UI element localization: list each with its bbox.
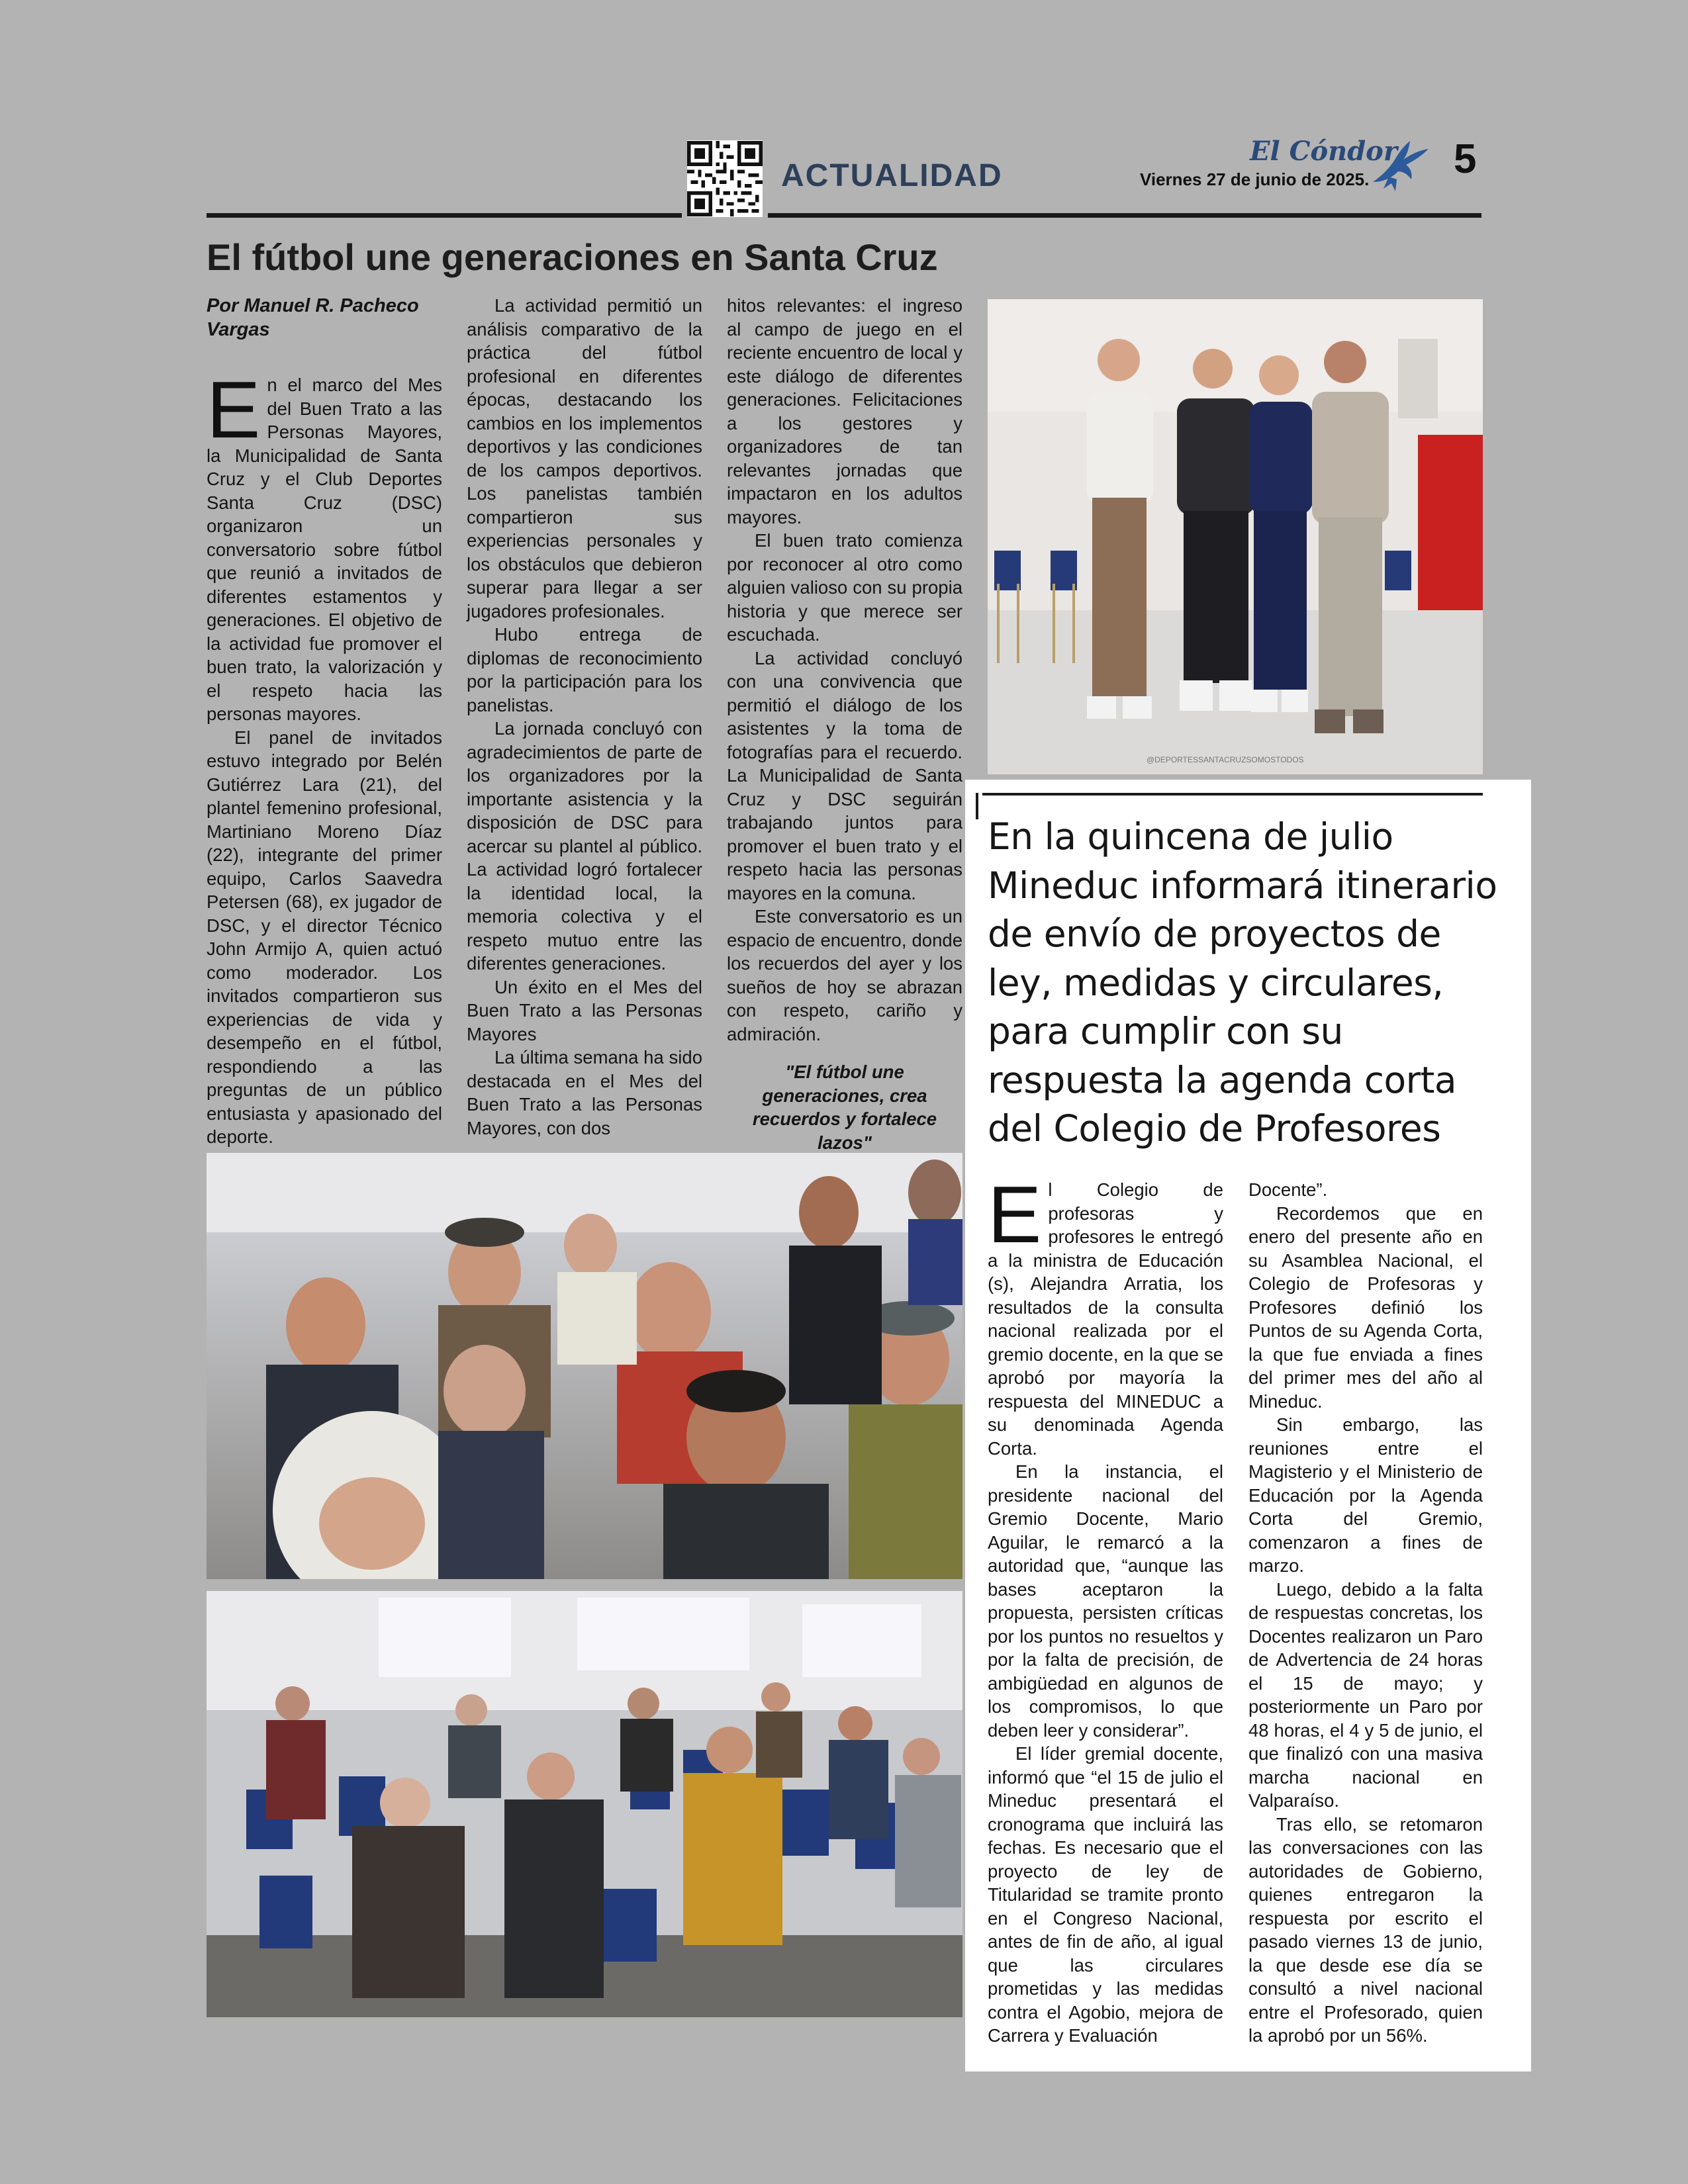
paragraph: Docente”. <box>1248 1179 1328 1200</box>
paragraph: Este conversatorio es un espacio de encuentro, donde los recuerdos del ayer y los sueños de hoy se abrazan con respeto, cariño y admiración. <box>727 906 962 1044</box>
paragraph: En la instancia, el presidente nacional del Gremio Docente, Mario Aguilar, le remarcó a la autoridad que, “aunque las bases aceptaron la propuesta, persisten críticas por los puntos no resueltos y por la falta de precisión, de ambigüedad en algunos de los compromisos, lo que deben leer y considerar”. <box>988 1461 1223 1741</box>
paragraph: Hubo entrega de diplomas de reconocimiento por la participación para los panelistas. <box>467 624 702 715</box>
qr-code-icon[interactable] <box>687 140 763 217</box>
paragraph: La actividad permitió un análisis comparativo de la práctica del fútbol profesional en diferentes épocas, destacando los cambios en los implementos deportivos y las condiciones de los campos deportivos. Los panelistas también compartieron sus experiencias personales y los obstáculos que debieron superar para llegar a ser jugadores profesionales. <box>467 295 702 621</box>
pull-quote: "El fútbol une generaciones, crea recuerdos y fortalece lazos" <box>752 1062 937 1153</box>
paragraph: Sin embargo, las reuniones entre el Magisterio y el Ministerio de Educación por la Agenda Corta del Gremio, comenzaron a fines de marzo. <box>1248 1414 1483 1576</box>
photo-credit: @DEPORTESSANTACRUZSOMOSTODOS <box>1147 755 1304 764</box>
masthead-logo: El Cóndor <box>1250 136 1397 167</box>
page-number: 5 <box>1454 136 1477 182</box>
article-headline: El fútbol une generaciones en Santa Cruz <box>207 236 938 278</box>
paragraph: El líder gremial docente, informó que “el 15 de julio el Mineduc presentará el cronograma que incluirá las fechas. Es necesario que el proyecto de ley de Titularidad se tramite pronto en el Congreso Nacional, antes de fin de año, al igual que las circulares prometidas y las medidas contra el Agobio, mejora de Carrera y Evaluación <box>988 1743 1223 2046</box>
paragraph: n el marco del Mes del Buen Trato a las Personas Mayores, la Municipalidad de Santa Cruz y el Club Deportes Santa Cruz (DSC) organizaron un conversatorio sobre fútbol que reunió a invitados de diferentes estamentos y generaciones. El objetivo de la actividad fue promover el buen trato, la valorización y el respeto hacia las personas mayores. <box>207 375 442 724</box>
header-rule-left <box>207 213 682 218</box>
panelists-photo <box>988 299 1483 774</box>
paragraph: El buen trato comienza por reconocer al otro como alguien valioso con su propia historia y que merece ser escuchada. <box>727 530 962 645</box>
condor-logo-icon <box>1369 136 1430 193</box>
subheading: Un éxito en el Mes del Buen Trato a las Personas Mayores <box>467 976 702 1044</box>
article-column-3 <box>727 294 962 1154</box>
section-label: ACTUALIDAD <box>781 158 1003 193</box>
sidebar-column-1 <box>988 1169 1223 2048</box>
issue-date: Viernes 27 de junio de 2025. <box>1140 169 1370 189</box>
paragraph: La última semana ha sido destacada en el Mes del Buen Trato a las Personas Mayores, con dos <box>467 1047 702 1138</box>
paragraph: Tras ello, se retomaron las conversaciones con las autoridades de Gobierno, quienes entregaron la respuesta por escrito el pasado viernes 13 de junio, la que desde ese día se consultó a nivel nacional entre el Profesorado, quien la aprobó por un 56%. <box>1248 1813 1483 2046</box>
article-column-2 <box>467 294 702 1140</box>
paragraph: La jornada concluyó con agradecimientos de parte de los organizadores por la importante asistencia y la disposición de DSC para acercar su plantel al público. La actividad logró fortalecer la identidad local, la memoria colectiva y el respeto mutuo entre las diferentes generaciones. <box>467 718 702 974</box>
paragraph: Recordemos que en enero del presente año en su Asamblea Nacional, el Colegio de Profesoras y Profesores definió los Puntos de su Agenda Corta, la que fue enviada a fines del primer mes del año al Mineduc. <box>1248 1203 1483 1412</box>
paragraph: Luego, debido a la falta de respuestas concretas, los Docentes realizaron un Paro de Advertencia de 24 horas el 15 de mayo; y posteriormente un Paro por 48 horas, el 4 y 5 de junio, el que finalizó con una masiva marcha nacional en Valparaíso. <box>1248 1578 1483 1811</box>
sidebar-headline: En la quincena de julio Mineduc informará itinerario de envío de proyectos de ley, medidas y circulares, para cumplir con su respuesta la agenda corta del Colegio de Profesores <box>988 815 1497 1150</box>
audience-closeup-photo <box>207 1153 962 1579</box>
article-column-1 <box>207 294 442 1149</box>
sidebar-rule-tick <box>976 793 978 819</box>
sidebar-rule <box>982 793 1483 796</box>
paragraph: El panel de invitados estuvo integrado por Belén Gutiérrez Lara (21), del plantel femenino profesional, Martiniano Moreno Díaz (22), integrante del primer equipo, Carlos Saavedra Petersen (68), ex jugador de DSC, y el director Técnico John Armijo A, quien actuó como moderador. Los invitados compartieron sus experiencias de vida y desempeño en el fútbol, respondiendo a las preguntas de un público entusiasta y apasionado del deporte. <box>207 727 442 1147</box>
audience-wide-photo <box>207 1591 962 2017</box>
paragraph: hitos relevantes: el ingreso al campo de juego en el reciente encuentro de local y este diálogo de diferentes generaciones. Felicitaciones a los gestores y organizadores de tan relevantes jornadas que impactaron en los adultos mayores. <box>727 295 962 527</box>
paragraph: La actividad concluyó con una convivencia que permitió el diálogo de los asistentes y la toma de fotografías para el recuerdo. La Municipalidad de Santa Cruz y DSC seguirán trabajando juntos para promover el buen trato y el respeto hacia las personas mayores en la comuna. <box>727 647 962 903</box>
sidebar-column-2 <box>1248 1178 1483 2048</box>
dropcap: E <box>207 365 261 455</box>
paragraph: l Colegio de profesoras y profesores le entregó a la ministra de Educación (s), Alejandra Arratia, los resultados de la consulta nacional realizada por el gremio docente, en la que se aprobó por mayoría la respuesta del MINEDUC a su denominada Agenda Corta. <box>988 1179 1223 1459</box>
dropcap: E <box>988 1169 1042 1259</box>
header-rule-right <box>768 213 1481 218</box>
article-byline: Por Manuel R. Pacheco Vargas <box>207 295 419 340</box>
